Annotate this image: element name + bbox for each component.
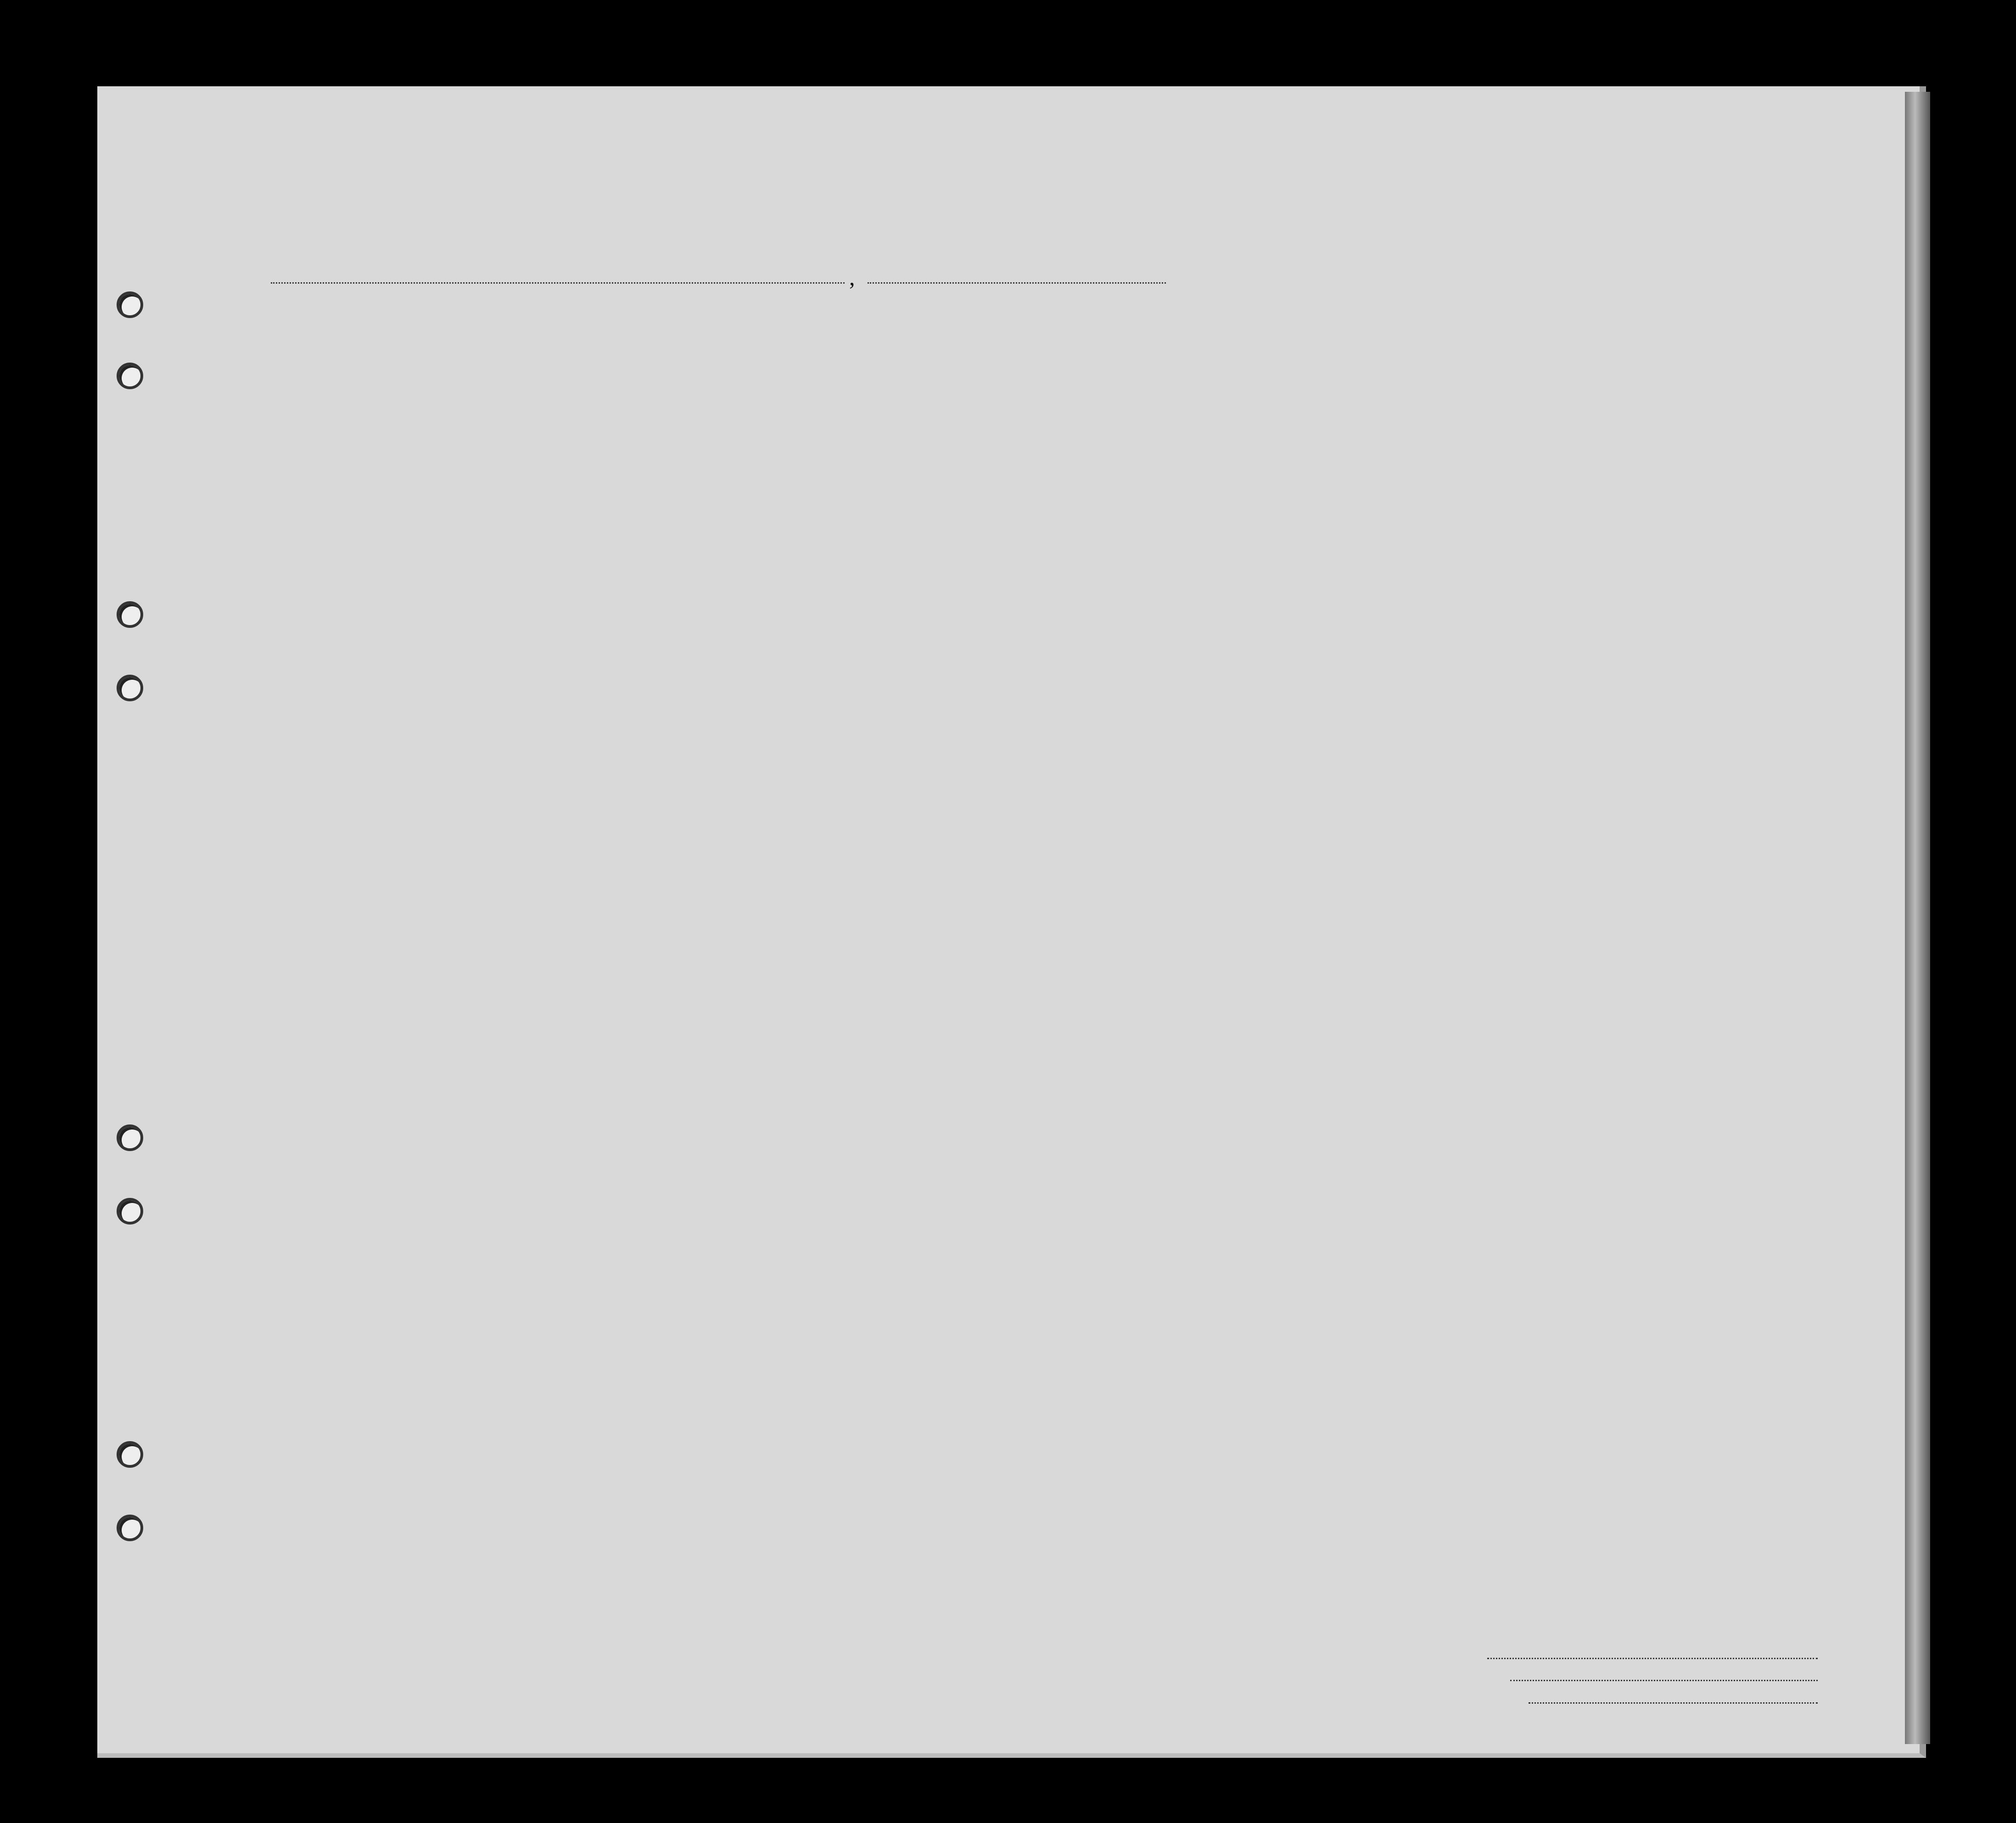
- line-field: [1487, 1658, 1818, 1659]
- comma: ,: [849, 264, 855, 290]
- owners-field: [1510, 1680, 1818, 1681]
- agents-field: [1529, 1702, 1818, 1704]
